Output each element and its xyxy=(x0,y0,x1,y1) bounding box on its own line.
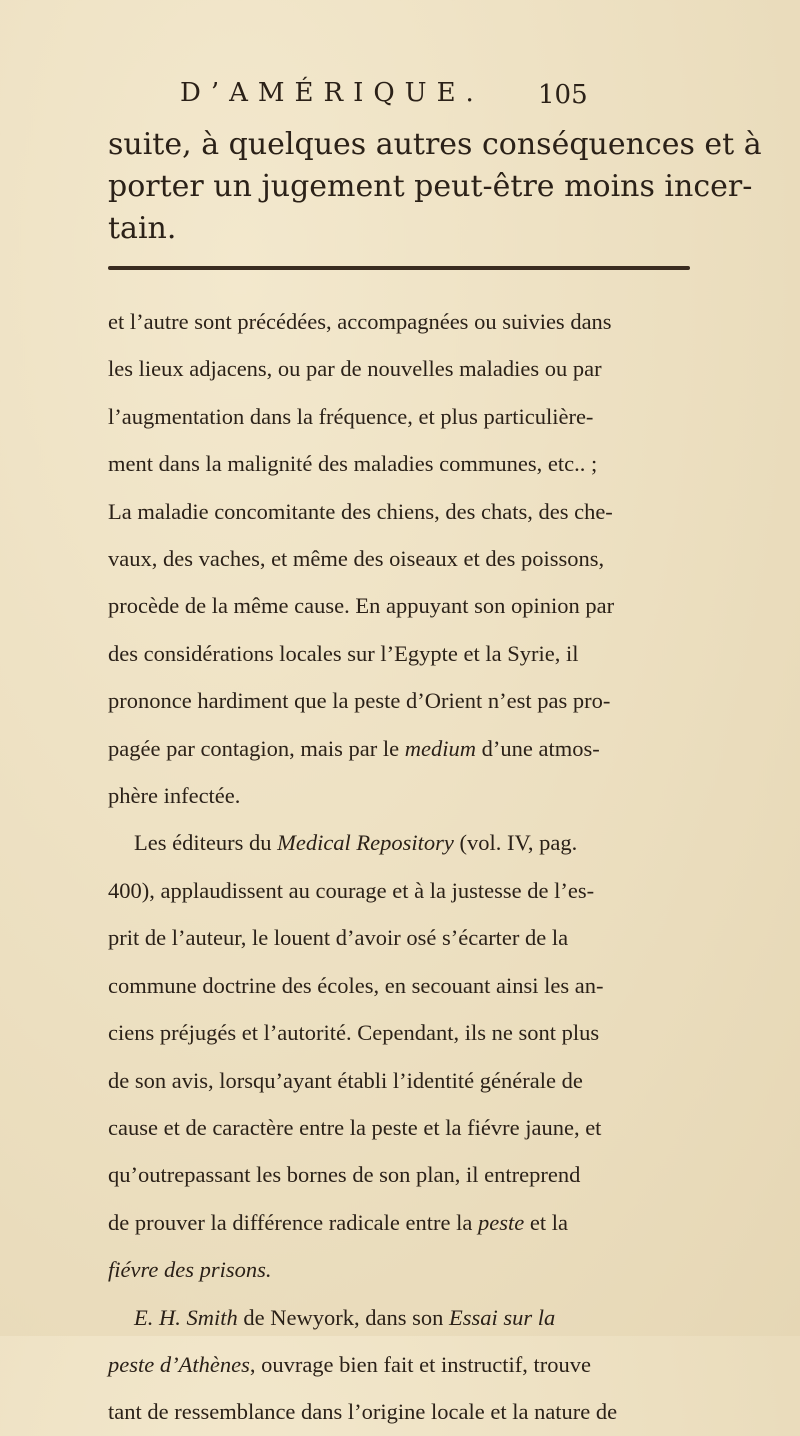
text-line: de son avis, lorsqu’ayant établi l’identité générale de xyxy=(108,1067,583,1093)
text-line: procède de la même cause. En appuyant son opinion par xyxy=(108,593,615,619)
text-segment: , ouvrage bien fait et instructif, trouve xyxy=(249,1351,591,1377)
work-title: Essai sur la xyxy=(448,1304,556,1330)
text-line: suite, à quelques autres conséquences et à xyxy=(108,127,762,162)
text-line: porter un jugement peut-être moins incer- xyxy=(108,169,753,204)
text-line: ciens préjugés et l’autorité. Cependant, ils ne sont plus xyxy=(108,1020,600,1046)
text-line: La maladie concomitante des chiens, des chats, des che- xyxy=(108,498,613,524)
text-line: phère infectée. xyxy=(108,783,241,809)
text-line xyxy=(108,1199,708,1246)
text-line xyxy=(108,1246,708,1293)
italic-term: fiévre des prisons. xyxy=(108,1257,272,1283)
page-number: 105 xyxy=(538,80,588,110)
text-line: l’augmentation dans la fréquence, et plus particulière- xyxy=(108,403,594,429)
text-line: ment dans la malignité des maladies communes, etc.. ; xyxy=(108,451,598,477)
text-line: les lieux adjacens, ou par de nouvelles maladies ou par xyxy=(108,356,602,382)
text-line: des considérations locales sur l’Egypte et la Syrie, il xyxy=(108,640,579,666)
text-line: prit de l’auteur, le louent d’avoir osé s’écarter de la xyxy=(108,925,569,951)
text-segment: d’une atmos- xyxy=(481,735,600,761)
text-line: et l’autre sont précédées, accompagnées ou suivies dans xyxy=(108,309,612,334)
text-segment: (vol. IV, pag. xyxy=(459,830,578,856)
text-line: commune doctrine des écoles, en secouant ainsi les an- xyxy=(108,972,604,998)
text-line: cause et de caractère entre la peste et la fiévre jaune, et xyxy=(108,1114,602,1140)
text-line xyxy=(108,819,708,866)
journal-title: Medical Repository xyxy=(277,830,454,856)
text-line xyxy=(108,725,708,772)
text-segment: de prouver la différence radicale entre la xyxy=(108,1209,473,1235)
work-title: peste d’Athènes xyxy=(108,1351,250,1377)
italic-term: medium xyxy=(404,735,477,761)
author-name: E. H. Smith xyxy=(134,1304,238,1330)
italic-term: peste xyxy=(478,1209,525,1235)
text-line: vaux, des vaches, et même des oiseaux et des poissons, xyxy=(108,546,605,572)
text-line: tain. xyxy=(108,211,177,246)
text-line: tant de ressemblance dans l’origine locale et la nature de xyxy=(108,1399,618,1425)
text-line: prononce hardiment que la peste d’Orient n’est pas pro- xyxy=(108,688,611,714)
text-segment: Les éditeurs du xyxy=(134,830,272,856)
body-text xyxy=(108,298,708,1436)
running-title: D’AMÉRIQUE. xyxy=(180,78,484,108)
section-divider xyxy=(108,266,690,270)
text-segment: et la xyxy=(529,1209,568,1235)
text-line: qu’outrepassant les bornes de son plan, il entreprend xyxy=(108,1162,581,1188)
text-line xyxy=(108,1294,708,1341)
text-segment: de Newyork, dans son xyxy=(243,1304,444,1330)
intro-paragraph xyxy=(108,124,762,250)
text-line: 400), applaudissent au courage et à la justesse de l’es- xyxy=(108,877,595,903)
text-segment: pagée par contagion, mais par le xyxy=(108,735,400,761)
text-line xyxy=(108,1341,708,1388)
